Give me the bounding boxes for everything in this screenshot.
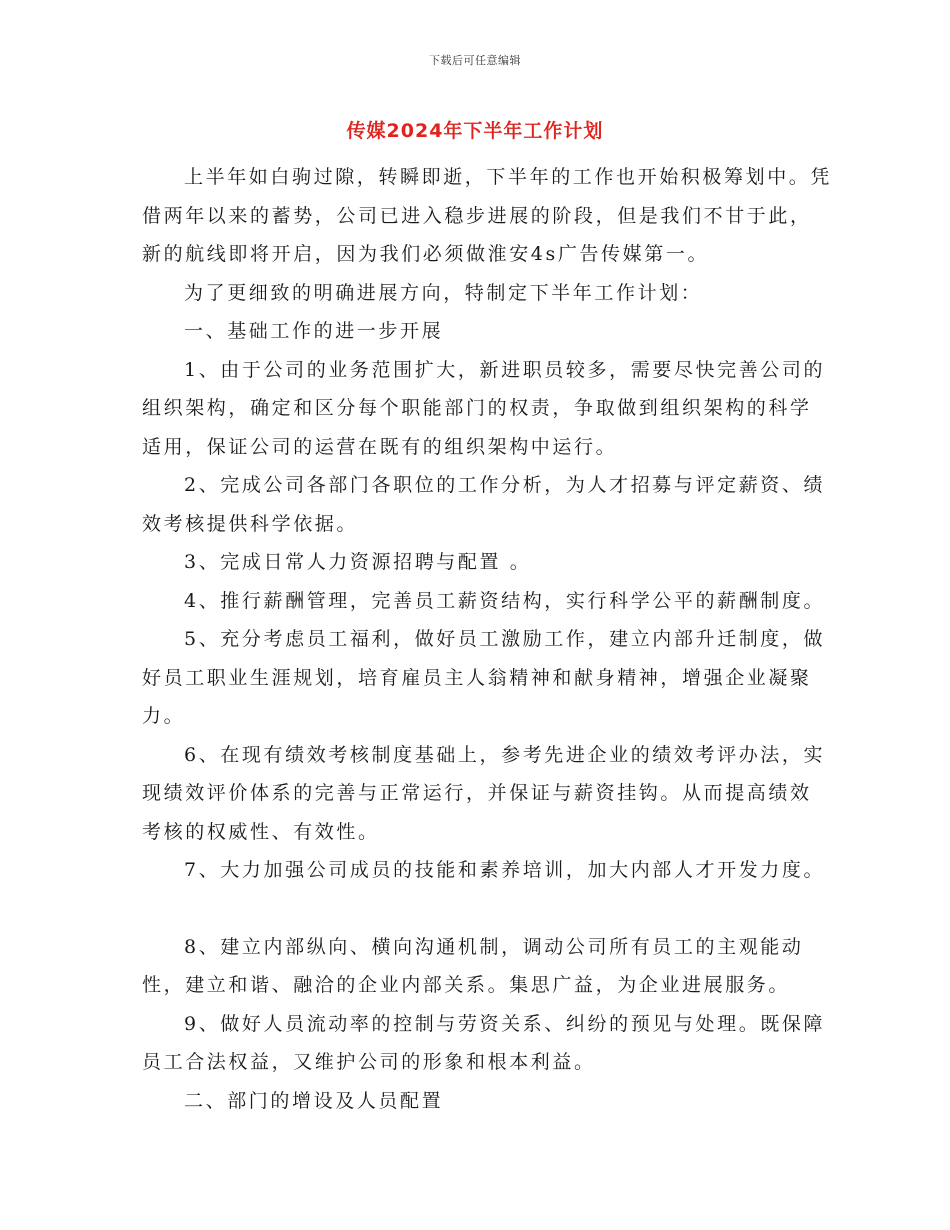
paragraph-intro: 上半年如白驹过隙，转瞬即逝，下半年的工作也开始积极筹划中。凭借两年以来的蓄势，公司已进入稳步进展的阶段，但是我们不甘于此，新的航线即将开启，因为我们必须做淮安4s广告传媒第一。	[142, 166, 833, 265]
page-header-note: 下载后可任意编辑	[429, 54, 521, 67]
list-item-9: 9、做好人员流动率的控制与劳资关系、纠纷的预见与处理。既保障员工合法权益，又维护公司的形象和根本利益。	[142, 1012, 826, 1073]
list-item-1: 1、由于公司的业务范围扩大，新进职员较多，需要尽快完善公司的组织架构，确定和区分每个职能部门的权责，争取做到组织架构的科学适用，保证公司的运营在既有的组织架构中运行。	[142, 358, 826, 458]
blank-line	[142, 890, 832, 928]
list-item-6: 6、在现有绩效考核制度基础上，参考先进企业的绩效考评办法，实现绩效评价体系的完善与正常运行，并保证与薪资挂钩。从而提高绩效考核的权威性、有效性。	[142, 743, 826, 843]
document-body	[142, 158, 832, 1120]
list-item-5: 5、充分考虑员工福利，做好员工激励工作，建立内部升迁制度，做好员工职业生涯规划，培育雇员主人翁精神和献身精神，增强企业凝聚力。	[142, 628, 826, 727]
list-item-3: 3、完成日常人力资源招聘与配置 。	[184, 551, 532, 573]
document-title: 传媒2024年下半年工作计划	[346, 120, 604, 142]
list-item-8: 8、建立内部纵向、横向沟通机制，调动公司所有员工的主观能动性，建立和谐、融洽的企业内部关系。集思广益，为企业进展服务。	[142, 935, 804, 996]
list-item-7: 7、大力加强公司成员的技能和素养培训，加大内部人才开发力度。	[184, 859, 826, 881]
list-item-2: 2、完成公司各部门各职位的工作分析，为人才招募与评定薪资、绩效考核提供科学依据。	[142, 474, 826, 535]
paragraph-purpose: 为了更细致的明确进展方向，特制定下半年工作计划：	[184, 281, 703, 304]
section-heading-1: 一、基础工作的进一步开展	[184, 320, 444, 342]
section-heading-2: 二、部门的增设及人员配置	[184, 1089, 444, 1112]
list-item-4: 4、推行薪酬管理，完善员工薪资结构，实行科学公平的薪酬制度。	[184, 589, 826, 612]
